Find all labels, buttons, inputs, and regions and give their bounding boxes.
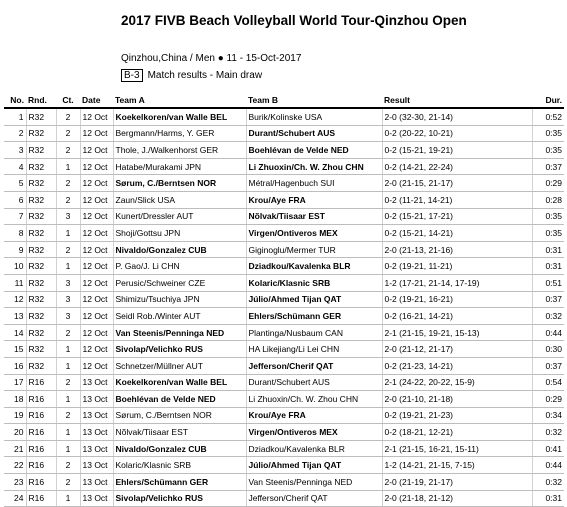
table-row bbox=[4, 424, 564, 441]
match-number: 13 bbox=[4, 308, 26, 325]
match-number: 21 bbox=[4, 440, 26, 457]
match-date: 13 Oct bbox=[80, 457, 113, 474]
table-row bbox=[4, 142, 564, 159]
match-result: 2-0 (21-12, 21-17) bbox=[382, 341, 532, 358]
match-result: 0-2 (19-21, 11-21) bbox=[382, 258, 532, 275]
match-court: 3 bbox=[56, 308, 80, 325]
match-number: 19 bbox=[4, 407, 26, 424]
match-court: 2 bbox=[56, 191, 80, 208]
match-round: R16 bbox=[26, 407, 56, 424]
match-result: 2-1 (24-22, 20-22, 15-9) bbox=[382, 374, 532, 391]
match-court: 1 bbox=[56, 490, 80, 507]
col-header-no: No. bbox=[4, 93, 26, 108]
team-a: Thole, J./Walkenhorst GER bbox=[113, 142, 246, 159]
table-row bbox=[4, 158, 564, 175]
report-title: Match results - Main draw bbox=[147, 70, 263, 81]
team-a: P. Gao/J. Li CHN bbox=[113, 258, 246, 275]
match-duration: 0:54 bbox=[532, 374, 564, 391]
match-duration: 0:31 bbox=[532, 490, 564, 507]
col-header-date: Date bbox=[80, 93, 113, 108]
team-a: Nõlvak/Tiisaar EST bbox=[113, 424, 246, 441]
team-a: Schnetzer/Müllner AUT bbox=[113, 357, 246, 374]
match-round: R16 bbox=[26, 391, 56, 408]
match-date: 12 Oct bbox=[80, 357, 113, 374]
team-b: Ehlers/Schümann GER bbox=[246, 308, 382, 325]
match-duration: 0:52 bbox=[532, 108, 564, 125]
match-date: 13 Oct bbox=[80, 407, 113, 424]
match-date: 12 Oct bbox=[80, 341, 113, 358]
match-duration: 0:32 bbox=[532, 474, 564, 491]
match-duration: 0:29 bbox=[532, 175, 564, 192]
table-header-row bbox=[4, 93, 564, 108]
table-row bbox=[4, 241, 564, 258]
match-round: R16 bbox=[26, 440, 56, 457]
match-date: 12 Oct bbox=[80, 241, 113, 258]
match-duration: 0:32 bbox=[532, 424, 564, 441]
report-code: B-3 bbox=[121, 69, 143, 82]
match-result: 0-2 (20-22, 10-21) bbox=[382, 125, 532, 142]
match-number: 9 bbox=[4, 241, 26, 258]
table-row bbox=[4, 324, 564, 341]
team-b: Plantinga/Nusbaum CAN bbox=[246, 324, 382, 341]
match-court: 1 bbox=[56, 258, 80, 275]
match-duration: 0:37 bbox=[532, 158, 564, 175]
table-row bbox=[4, 391, 564, 408]
match-round: R32 bbox=[26, 241, 56, 258]
match-round: R32 bbox=[26, 225, 56, 242]
team-b: Jefferson/Cherif QAT bbox=[246, 357, 382, 374]
match-round: R32 bbox=[26, 191, 56, 208]
match-round: R16 bbox=[26, 424, 56, 441]
match-result: 2-0 (32-30, 21-14) bbox=[382, 108, 532, 125]
team-b: Nõlvak/Tiisaar EST bbox=[246, 208, 382, 225]
match-court: 2 bbox=[56, 175, 80, 192]
match-court: 2 bbox=[56, 108, 80, 125]
match-court: 2 bbox=[56, 374, 80, 391]
match-number: 23 bbox=[4, 474, 26, 491]
table-row bbox=[4, 440, 564, 457]
table-row bbox=[4, 125, 564, 142]
match-number: 18 bbox=[4, 391, 26, 408]
match-result: 0-2 (15-21, 17-21) bbox=[382, 208, 532, 225]
match-round: R16 bbox=[26, 457, 56, 474]
match-date: 13 Oct bbox=[80, 424, 113, 441]
match-number: 17 bbox=[4, 374, 26, 391]
team-a: Boehlévan de Velde NED bbox=[113, 391, 246, 408]
match-number: 2 bbox=[4, 125, 26, 142]
match-round: R32 bbox=[26, 258, 56, 275]
team-a: Perusic/Schweiner CZE bbox=[113, 274, 246, 291]
table-row bbox=[4, 274, 564, 291]
team-a: Kolaric/Klasnic SRB bbox=[113, 457, 246, 474]
team-b: Li Zhuoxin/Ch. W. Zhou CHN bbox=[246, 391, 382, 408]
match-court: 1 bbox=[56, 341, 80, 358]
match-duration: 0:44 bbox=[532, 324, 564, 341]
team-a: Nivaldo/Gonzalez CUB bbox=[113, 440, 246, 457]
table-row bbox=[4, 258, 564, 275]
match-duration: 0:31 bbox=[532, 258, 564, 275]
match-court: 2 bbox=[56, 457, 80, 474]
table-row bbox=[4, 175, 564, 192]
match-court: 1 bbox=[56, 440, 80, 457]
match-result: 2-1 (21-15, 16-21, 15-11) bbox=[382, 440, 532, 457]
match-court: 2 bbox=[56, 241, 80, 258]
table-row bbox=[4, 341, 564, 358]
match-court: 1 bbox=[56, 225, 80, 242]
match-court: 1 bbox=[56, 391, 80, 408]
match-duration: 0:31 bbox=[532, 241, 564, 258]
match-number: 6 bbox=[4, 191, 26, 208]
match-court: 1 bbox=[56, 158, 80, 175]
event-subtitle: Qinzhou,China / Men ● 11 - 15-Oct-2017 bbox=[121, 53, 302, 64]
match-result: 0-2 (19-21, 21-23) bbox=[382, 407, 532, 424]
match-duration: 0:35 bbox=[532, 142, 564, 159]
match-court: 2 bbox=[56, 324, 80, 341]
match-round: R32 bbox=[26, 341, 56, 358]
match-round: R16 bbox=[26, 490, 56, 507]
match-date: 12 Oct bbox=[80, 208, 113, 225]
match-number: 24 bbox=[4, 490, 26, 507]
match-result: 0-2 (19-21, 16-21) bbox=[382, 291, 532, 308]
match-court: 1 bbox=[56, 357, 80, 374]
team-b: Júlio/Ahmed Tijan QAT bbox=[246, 457, 382, 474]
match-number: 1 bbox=[4, 108, 26, 125]
match-round: R32 bbox=[26, 158, 56, 175]
match-round: R32 bbox=[26, 108, 56, 125]
match-number: 7 bbox=[4, 208, 26, 225]
match-round: R32 bbox=[26, 125, 56, 142]
page-title: 2017 FIVB Beach Volleyball World Tour-Qinzhou Open bbox=[121, 13, 467, 28]
match-duration: 0:30 bbox=[532, 341, 564, 358]
match-number: 10 bbox=[4, 258, 26, 275]
team-b: Boehlévan de Velde NED bbox=[246, 142, 382, 159]
team-b: Virgen/Ontiveros MEX bbox=[246, 225, 382, 242]
team-a: Ehlers/Schümann GER bbox=[113, 474, 246, 491]
match-court: 3 bbox=[56, 208, 80, 225]
match-date: 13 Oct bbox=[80, 490, 113, 507]
team-b: Durant/Schubert AUS bbox=[246, 374, 382, 391]
match-date: 12 Oct bbox=[80, 324, 113, 341]
match-court: 2 bbox=[56, 142, 80, 159]
match-result: 0-2 (16-21, 14-21) bbox=[382, 308, 532, 325]
match-date: 13 Oct bbox=[80, 391, 113, 408]
match-result: 1-2 (14-21, 21-15, 7-15) bbox=[382, 457, 532, 474]
table-row bbox=[4, 308, 564, 325]
match-round: R16 bbox=[26, 474, 56, 491]
team-b: Krou/Aye FRA bbox=[246, 191, 382, 208]
match-number: 4 bbox=[4, 158, 26, 175]
team-a: Sørum, C./Berntsen NOR bbox=[113, 407, 246, 424]
match-date: 13 Oct bbox=[80, 374, 113, 391]
team-b: Van Steenis/Penninga NED bbox=[246, 474, 382, 491]
team-b: Métral/Hagenbuch SUI bbox=[246, 175, 382, 192]
team-a: Koekelkoren/van Walle BEL bbox=[113, 374, 246, 391]
match-round: R32 bbox=[26, 208, 56, 225]
match-date: 12 Oct bbox=[80, 225, 113, 242]
match-number: 3 bbox=[4, 142, 26, 159]
match-date: 12 Oct bbox=[80, 125, 113, 142]
team-a: Van Steenis/Penninga NED bbox=[113, 324, 246, 341]
team-b: Li Zhuoxin/Ch. W. Zhou CHN bbox=[246, 158, 382, 175]
match-round: R32 bbox=[26, 274, 56, 291]
match-date: 12 Oct bbox=[80, 175, 113, 192]
match-round: R32 bbox=[26, 175, 56, 192]
match-court: 2 bbox=[56, 407, 80, 424]
match-court: 3 bbox=[56, 291, 80, 308]
match-date: 12 Oct bbox=[80, 158, 113, 175]
col-header-result: Result bbox=[382, 93, 532, 108]
match-date: 12 Oct bbox=[80, 191, 113, 208]
table-row bbox=[4, 191, 564, 208]
team-b: Giginoglu/Mermer TUR bbox=[246, 241, 382, 258]
team-a: Kunert/Dressler AUT bbox=[113, 208, 246, 225]
match-date: 12 Oct bbox=[80, 308, 113, 325]
match-round: R32 bbox=[26, 308, 56, 325]
match-number: 15 bbox=[4, 341, 26, 358]
match-date: 12 Oct bbox=[80, 258, 113, 275]
match-number: 16 bbox=[4, 357, 26, 374]
table-row bbox=[4, 357, 564, 374]
match-result: 0-2 (14-21, 22-24) bbox=[382, 158, 532, 175]
match-round: R32 bbox=[26, 357, 56, 374]
table-row bbox=[4, 291, 564, 308]
team-a: Sivolap/Velichko RUS bbox=[113, 341, 246, 358]
team-a: Sivolap/Velichko RUS bbox=[113, 490, 246, 507]
team-b: Virgen/Ontiveros MEX bbox=[246, 424, 382, 441]
match-result: 0-2 (21-23, 14-21) bbox=[382, 357, 532, 374]
team-a: Hatabe/Murakami JPN bbox=[113, 158, 246, 175]
team-b: Jefferson/Cherif QAT bbox=[246, 490, 382, 507]
match-round: R32 bbox=[26, 324, 56, 341]
match-date: 12 Oct bbox=[80, 142, 113, 159]
match-result: 0-2 (18-21, 12-21) bbox=[382, 424, 532, 441]
match-duration: 0:35 bbox=[532, 225, 564, 242]
team-b: Kolaric/Klasnic SRB bbox=[246, 274, 382, 291]
team-a: Shimizu/Tsuchiya JPN bbox=[113, 291, 246, 308]
match-round: R32 bbox=[26, 291, 56, 308]
match-result: 0-2 (15-21, 14-21) bbox=[382, 225, 532, 242]
match-number: 11 bbox=[4, 274, 26, 291]
col-header-team-a: Team A bbox=[113, 93, 246, 108]
table-row bbox=[4, 208, 564, 225]
table-row bbox=[4, 108, 564, 125]
match-number: 5 bbox=[4, 175, 26, 192]
table-row bbox=[4, 474, 564, 491]
team-b: Krou/Aye FRA bbox=[246, 407, 382, 424]
match-result: 2-0 (21-10, 21-18) bbox=[382, 391, 532, 408]
match-date: 13 Oct bbox=[80, 474, 113, 491]
match-duration: 0:29 bbox=[532, 391, 564, 408]
team-a: Koekelkoren/van Walle BEL bbox=[113, 108, 246, 125]
team-a: Bergmann/Harms, Y. GER bbox=[113, 125, 246, 142]
team-a: Zaun/Slick USA bbox=[113, 191, 246, 208]
match-number: 22 bbox=[4, 457, 26, 474]
col-header-court: Ct. bbox=[56, 93, 80, 108]
match-number: 12 bbox=[4, 291, 26, 308]
match-result: 2-0 (21-19, 21-17) bbox=[382, 474, 532, 491]
match-duration: 0:35 bbox=[532, 208, 564, 225]
match-date: 13 Oct bbox=[80, 440, 113, 457]
team-a: Shoji/Gottsu JPN bbox=[113, 225, 246, 242]
match-court: 2 bbox=[56, 125, 80, 142]
match-duration: 0:44 bbox=[532, 457, 564, 474]
team-a: Nivaldo/Gonzalez CUB bbox=[113, 241, 246, 258]
match-duration: 0:41 bbox=[532, 440, 564, 457]
match-duration: 0:37 bbox=[532, 291, 564, 308]
col-header-duration: Dur. bbox=[532, 93, 564, 108]
match-result: 2-0 (21-13, 21-16) bbox=[382, 241, 532, 258]
match-court: 3 bbox=[56, 274, 80, 291]
col-header-team-b: Team B bbox=[246, 93, 382, 108]
match-court: 2 bbox=[56, 474, 80, 491]
report-header bbox=[121, 69, 262, 82]
match-result: 2-0 (21-15, 21-17) bbox=[382, 175, 532, 192]
match-result: 1-2 (17-21, 21-14, 17-19) bbox=[382, 274, 532, 291]
team-a: Seidl Rob./Winter AUT bbox=[113, 308, 246, 325]
table-row bbox=[4, 457, 564, 474]
team-a: Sørum, C./Berntsen NOR bbox=[113, 175, 246, 192]
col-header-round: Rnd. bbox=[26, 93, 56, 108]
match-number: 20 bbox=[4, 424, 26, 441]
match-result: 0-2 (15-21, 19-21) bbox=[382, 142, 532, 159]
match-results-table bbox=[4, 93, 564, 507]
match-round: R32 bbox=[26, 142, 56, 159]
match-duration: 0:32 bbox=[532, 308, 564, 325]
match-result: 2-1 (21-15, 19-21, 15-13) bbox=[382, 324, 532, 341]
match-date: 12 Oct bbox=[80, 108, 113, 125]
table-row bbox=[4, 490, 564, 507]
match-duration: 0:34 bbox=[532, 407, 564, 424]
match-result: 2-0 (21-18, 21-12) bbox=[382, 490, 532, 507]
match-duration: 0:28 bbox=[532, 191, 564, 208]
match-round: R16 bbox=[26, 374, 56, 391]
team-b: Dziadkou/Kavalenka BLR bbox=[246, 440, 382, 457]
match-date: 12 Oct bbox=[80, 291, 113, 308]
table-row bbox=[4, 225, 564, 242]
match-duration: 0:37 bbox=[532, 357, 564, 374]
match-duration: 0:35 bbox=[532, 125, 564, 142]
match-duration: 0:51 bbox=[532, 274, 564, 291]
team-b: HA Likejiang/Li Lei CHN bbox=[246, 341, 382, 358]
match-number: 14 bbox=[4, 324, 26, 341]
match-date: 12 Oct bbox=[80, 274, 113, 291]
team-b: Júlio/Ahmed Tijan QAT bbox=[246, 291, 382, 308]
table-row bbox=[4, 407, 564, 424]
team-b: Burik/Kolinske USA bbox=[246, 108, 382, 125]
table-row bbox=[4, 374, 564, 391]
match-result: 0-2 (11-21, 14-21) bbox=[382, 191, 532, 208]
team-b: Durant/Schubert AUS bbox=[246, 125, 382, 142]
match-court: 1 bbox=[56, 424, 80, 441]
team-b: Dziadkou/Kavalenka BLR bbox=[246, 258, 382, 275]
match-number: 8 bbox=[4, 225, 26, 242]
